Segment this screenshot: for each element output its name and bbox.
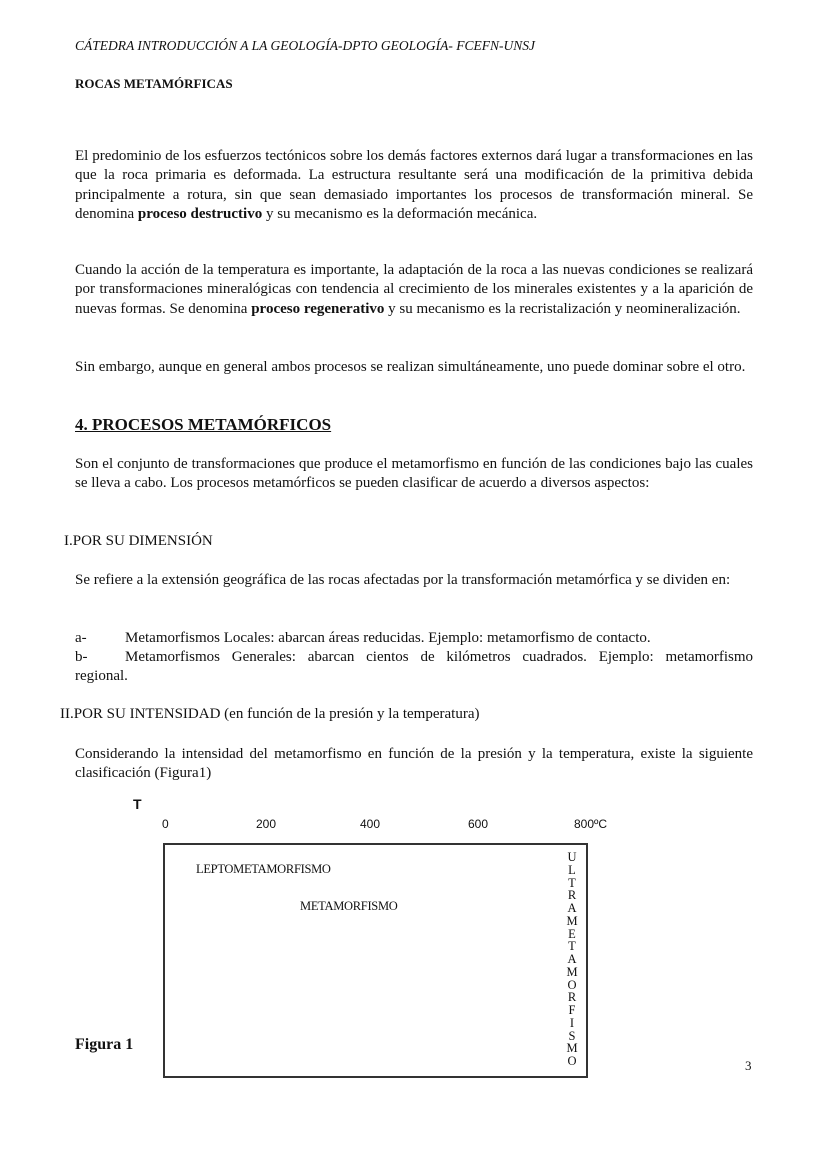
figure-caption: Figura 1 — [75, 1036, 134, 1053]
list-text: Metamorfismos Locales: abarcan áreas reducidas. Ejemplo: metamorfismo de contacto. — [125, 630, 651, 646]
paragraph-processes: Son el conjunto de transformaciones que produce el metamorfismo en función de las condiciones bajo las cuales se lleva a cabo. Los procesos metamórficos se pueden clasificar de acuerdo a diversos aspectos: — [75, 456, 753, 492]
text: y su mecanismo es la deformación mecánica. — [262, 206, 538, 223]
text: El predominio de los esfuerzos tectónicos sobre los demás factores externos dará lugar a transformaciones en las que la roca primaria es deformada. La estructura resultante será una modificación de la primitiva debida principalmente a rotura, sin que sean demasiado importantes los procesos de transformación mineral. Se denomina — [75, 148, 753, 223]
zone-label: LEPTOMETAMORFISMO — [196, 862, 331, 876]
running-header: CÁTEDRA INTRODUCCIÓN A LA GEOLOGÍA-DPTO GEOLOGÍA- FCEFN-UNSJ — [75, 38, 536, 53]
text: Cuando la acción de la temperatura es importante, la adaptación de la roca a las nuevas condiciones se realizará por transformaciones mineralógicas con tendencia al crecimiento de los minerales existentes y a la aparición de nuevas formas. Se denomina — [75, 262, 753, 317]
paragraph-dimension: Se refiere a la extensión geográfica de las rocas afectadas por la transformación metamórfica y se dividen en: — [75, 572, 731, 588]
tick-label: 0 — [162, 817, 169, 831]
term-regenerative: proceso regenerativo — [251, 300, 385, 317]
list-marker: b- — [75, 649, 88, 665]
zone-label: METAMORFISMO — [300, 899, 398, 913]
list-item — [75, 648, 753, 667]
figure-box — [163, 843, 588, 1078]
list-item — [75, 629, 753, 648]
zone-label-vertical: U L T R A M E T A M O R F I S M O — [566, 850, 578, 1068]
tick-label: 400 — [360, 817, 381, 831]
tick-label: 800ºC — [574, 817, 608, 831]
subsection-dimension: I.POR SU DIMENSIÓN — [64, 533, 213, 549]
section-heading: 4. PROCESOS METAMÓRFICOS — [75, 415, 332, 434]
tick-label: 200 — [256, 817, 277, 831]
page-number: 3 — [745, 1058, 752, 1073]
tick-label: 600 — [468, 817, 489, 831]
paragraph-both: Sin embargo, aunque en general ambos procesos se realizan simultáneamente, uno puede dominar sobre el otro. — [75, 359, 746, 375]
paragraph-intensity: Considerando la intensidad del metamorfismo en función de la presión y la temperatura, existe la siguiente clasificación (Figura1) — [75, 746, 753, 782]
subsection-intensity: II.POR SU INTENSIDAD (en función de la presión y la temperatura) — [60, 706, 480, 722]
list-continuation: regional. — [75, 668, 128, 684]
list-text: Metamorfismos Generales: abarcan cientos de kilómetros cuadrados. Ejemplo: metamorfismo — [125, 649, 753, 665]
document-subtitle: ROCAS METAMÓRFICAS — [75, 76, 233, 91]
term-destructive: proceso destructivo — [137, 206, 263, 223]
axis-label: T — [133, 796, 142, 812]
text: y su mecanismo es la recristalización y neomineralización. — [384, 300, 741, 317]
list-marker: a- — [75, 630, 87, 646]
paragraph-regenerative — [75, 261, 753, 319]
paragraph-destructive — [75, 147, 753, 225]
